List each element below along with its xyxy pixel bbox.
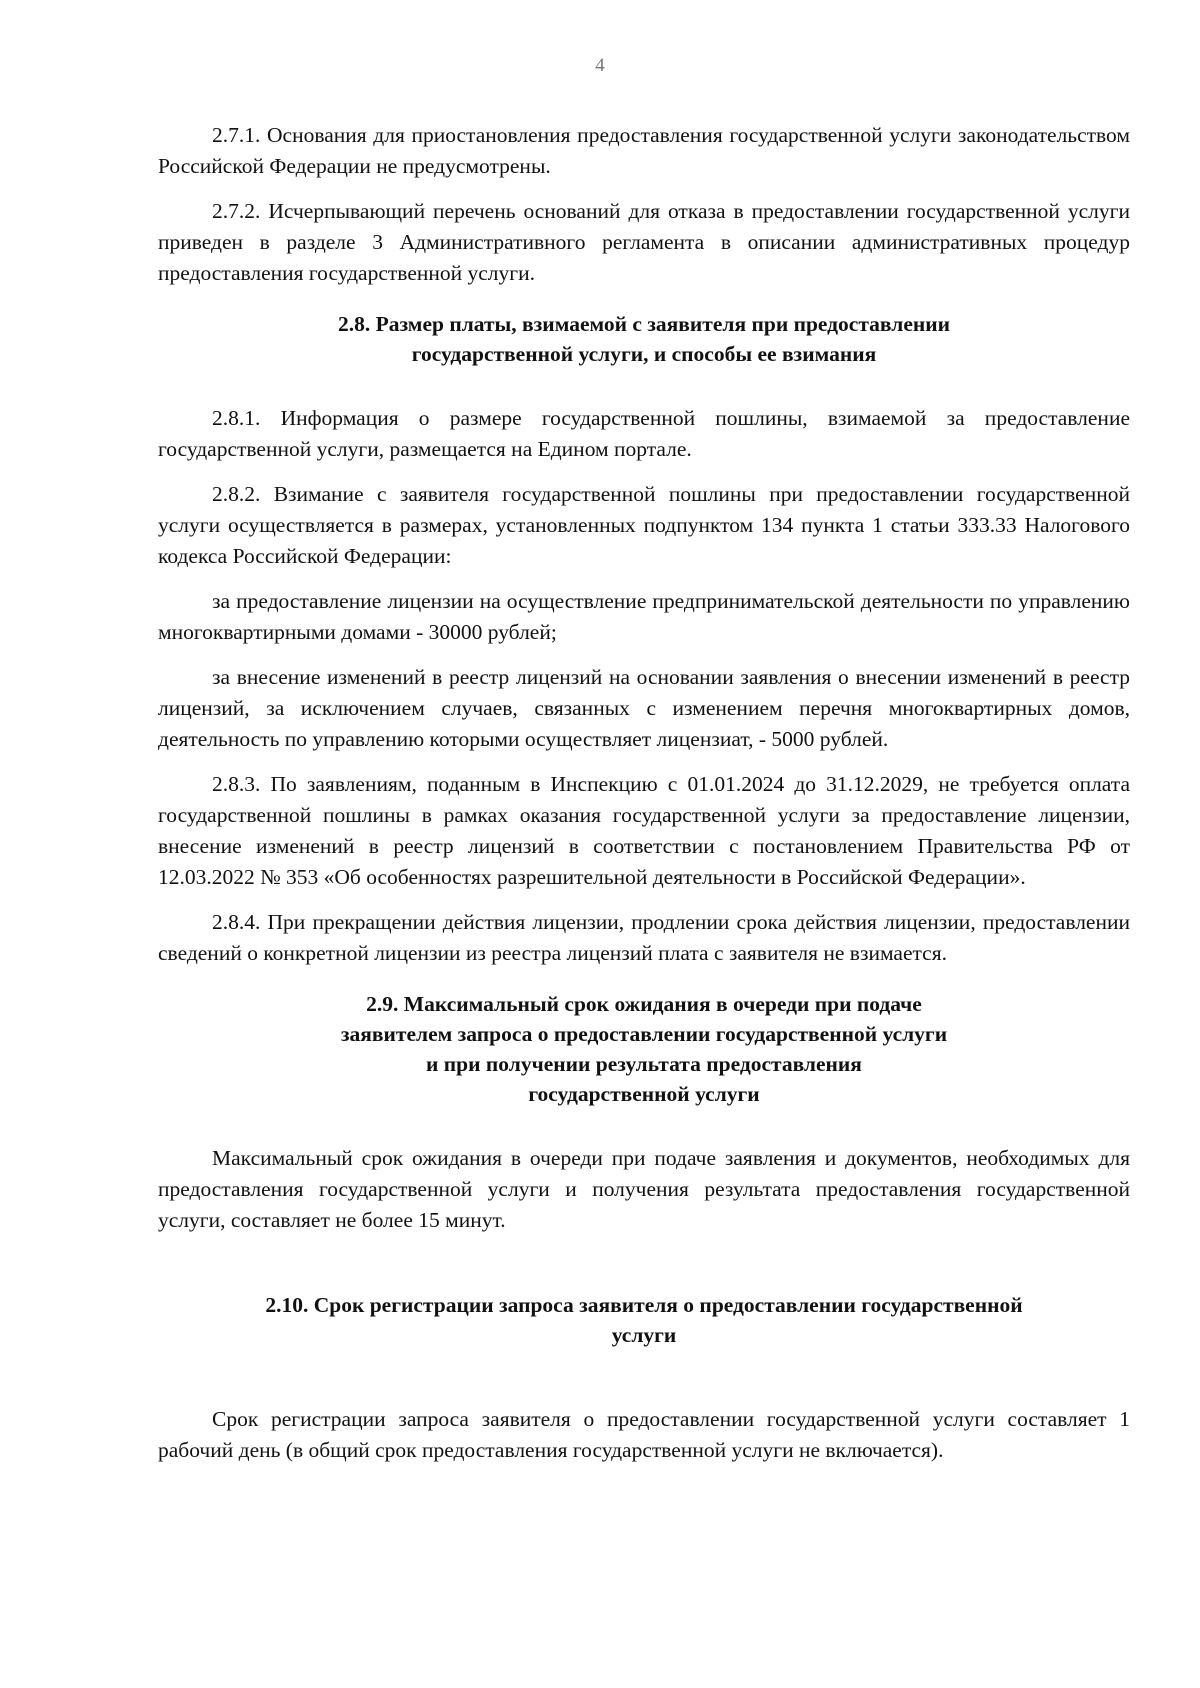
heading-2-9 [158, 989, 1130, 1109]
heading-line: 2.8. Размер платы, взимаемой с заявителя при предоставлении [337, 312, 951, 336]
paragraph-2-9: Максимальный срок ожидания в очереди при подаче заявления и документов, необходимых для предоставления государственной услуги и получения результата предоставления государственной услуги, составляет не более 15 минут. [158, 1146, 1130, 1232]
paragraph-2-7-2: 2.7.2. Исчерпывающий перечень оснований для отказа в предоставлении государственной услуги приведен в разделе 3 Административного регламента в описании административных процедур предоставления государственной услуги. [158, 199, 1130, 285]
heading-line: услуги [611, 1323, 677, 1347]
heading-line: государственной услуги [528, 1082, 760, 1106]
heading-line: заявителем запроса о предоставлении государственной услуги [340, 1022, 948, 1046]
document-body [158, 120, 1130, 1466]
paragraph-2-8-2-fee-license: за предоставление лицензии на осуществление предпринимательской деятельности по управлению многоквартирными домами - 30000 рублей; [158, 589, 1130, 644]
heading-line: 2.10. Срок регистрации запроса заявителя о предоставлении государственной [265, 1293, 1023, 1317]
paragraph-2-7-1: 2.7.1. Основания для приостановления предоставления государственной услуги законодательством Российской Федерации не предусмотрены. [158, 123, 1130, 178]
paragraph-2-8-1: 2.8.1. Информация о размере государственной пошлины, взимаемой за предоставление государственной услуги, размещается на Едином портале. [158, 406, 1130, 461]
paragraph-2-8-2: 2.8.2. Взимание с заявителя государственной пошлины при предоставлении государственной услуги осуществляется в размерах, установленных подпунктом 134 пункта 1 статьи 333.33 Налогового кодекса Российской Федерации: [158, 482, 1130, 568]
paragraph-2-8-3: 2.8.3. По заявлениям, поданным в Инспекцию с 01.01.2024 до 31.12.2029, не требуется оплата государственной пошлины в рамках оказания государственной услуги за предоставление лицензии, внесение изменений в реестр лицензий в соответствии с постановлением Правительства РФ от 12.03.2022 № 353 «Об особенностях разрешительной деятельности в Российской Федерации». [158, 772, 1130, 889]
heading-2-10 [158, 1290, 1130, 1350]
page-number: 4 [595, 55, 605, 76]
heading-line: государственной услуги, и способы ее взимания [411, 342, 877, 366]
heading-line: и при получении результата предоставления [426, 1052, 862, 1076]
paragraph-2-8-2-fee-changes: за внесение изменений в реестр лицензий на основании заявления о внесении изменений в реестр лицензий, за исключением случаев, связанных с изменением перечня многоквартирных домов, деятельность по управлению которыми осуществляет лицензиат, - 5000 рублей. [158, 665, 1130, 751]
paragraph-2-8-4: 2.8.4. При прекращении действия лицензии, продлении срока действия лицензии, предоставлении сведений о конкретной лицензии из реестра лицензий плата с заявителя не взимается. [158, 910, 1130, 965]
paragraph-2-10: Срок регистрации запроса заявителя о предоставлении государственной услуги составляет 1 рабочий день (в общий срок предоставления государственной услуги не включается). [158, 1407, 1130, 1462]
heading-2-8 [158, 309, 1130, 369]
heading-line: 2.9. Максимальный срок ожидания в очереди при подаче [366, 992, 922, 1016]
